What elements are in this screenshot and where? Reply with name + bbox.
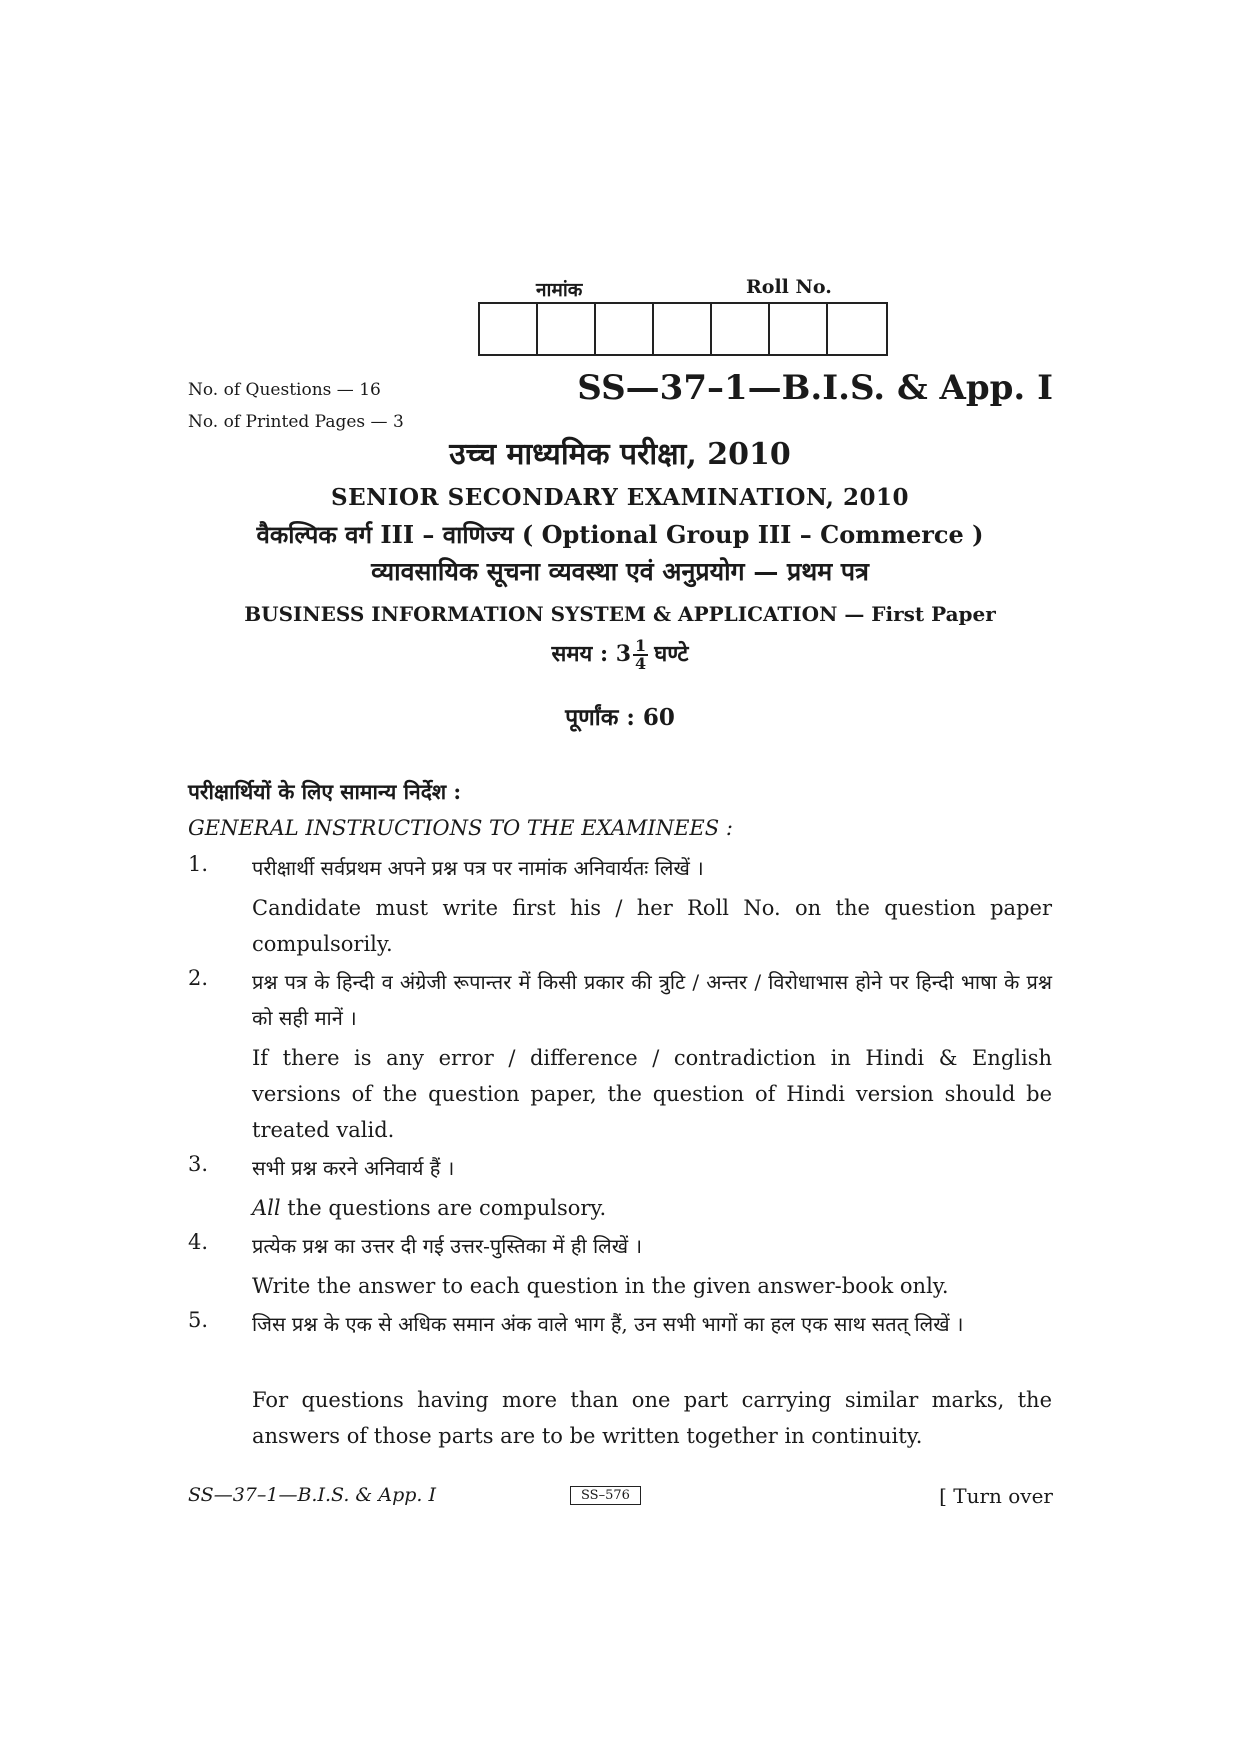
roll-digit-box bbox=[480, 304, 538, 354]
instructions-heading-hindi: परीक्षार्थियों के लिए सामान्य निर्देश : bbox=[188, 779, 462, 804]
footer-series-code: SS–576 bbox=[570, 1486, 641, 1505]
roll-number-boxes bbox=[478, 302, 888, 356]
fraction-numerator: 1 bbox=[635, 636, 647, 655]
subject-title-english: BUSINESS INFORMATION SYSTEM & APPLICATION — First Paper bbox=[244, 602, 996, 626]
footer-paper-code: SS—37–1—B.I.S. & App. I bbox=[188, 1484, 437, 1506]
instruction-text-hindi: प्रश्न पत्र के हिन्दी व अंग्रेजी रूपान्तर में किसी प्रकार की त्रुटि / अन्तर / विरोधाभास होने पर हिन्दी भाषा के प्रश्न को सही मानें । bbox=[252, 970, 1052, 1030]
roll-label-english: Roll No. bbox=[746, 276, 832, 298]
time-unit: घण्टे bbox=[654, 641, 689, 667]
time-fraction bbox=[633, 638, 648, 672]
instruction-text-english: Candidate must write first his / her Roll No. on the question paper compulsorily. bbox=[252, 896, 1052, 956]
instruction-number: 2. bbox=[188, 966, 209, 990]
instruction-number: 5. bbox=[188, 1308, 209, 1332]
roll-digit-box bbox=[596, 304, 654, 354]
instruction-number: 4. bbox=[188, 1230, 209, 1254]
instruction-text-hindi: प्रत्येक प्रश्न का उत्तर दी गई उत्तर-पुस्तिका में ही लिखें । bbox=[252, 1234, 643, 1258]
roll-digit-box bbox=[538, 304, 596, 354]
instruction-number: 3. bbox=[188, 1152, 209, 1176]
turn-over-note: [ Turn over bbox=[939, 1484, 1053, 1508]
fraction-denominator: 4 bbox=[635, 654, 647, 673]
optional-group-line: वैकल्पिक वर्ग III – वाणिज्य ( Optional Group III – Commerce ) bbox=[256, 520, 984, 549]
time-allowed bbox=[0, 638, 1240, 672]
roll-label-hindi: नामांक bbox=[536, 279, 583, 301]
page-count: No. of Printed Pages — 3 bbox=[188, 412, 404, 432]
question-count: No. of Questions — 16 bbox=[188, 380, 381, 400]
roll-number-labels bbox=[478, 276, 900, 302]
roll-digit-box bbox=[828, 304, 886, 354]
roll-digit-box bbox=[654, 304, 712, 354]
subject-title-hindi: व्यावसायिक सूचना व्यवस्था एवं अनुप्रयोग — प्रथम पत्र bbox=[371, 557, 869, 586]
paper-code: SS—37–1—B.I.S. & App. I bbox=[577, 368, 1053, 408]
instruction-text-hindi: सभी प्रश्न करने अनिवार्य हैं । bbox=[252, 1156, 455, 1180]
instructions-heading-english: GENERAL INSTRUCTIONS TO THE EXAMINEES : bbox=[188, 816, 733, 840]
instruction-text-hindi: परीक्षार्थी सर्वप्रथम अपने प्रश्न पत्र पर नामांक अनिवार्यतः लिखें । bbox=[252, 856, 704, 880]
emphasis-all: All bbox=[252, 1196, 281, 1220]
instruction-text-hindi: जिस प्रश्न के एक से अधिक समान अंक वाले भाग हैं, उन सभी भागों का हल एक साथ सतत् लिखें । bbox=[252, 1312, 964, 1336]
time-label: समय : 3 bbox=[551, 641, 632, 667]
exam-title-hindi: उच्च माध्यमिक परीक्षा, 2010 bbox=[449, 437, 791, 472]
roll-digit-box bbox=[770, 304, 828, 354]
maximum-marks: पूर्णांक : 60 bbox=[565, 704, 675, 731]
instruction-number: 1. bbox=[188, 852, 209, 876]
instruction-text-english: Write the answer to each question in the given answer-book only. bbox=[252, 1274, 949, 1298]
instruction-text-rest: the questions are compulsory. bbox=[280, 1196, 607, 1220]
instruction-text-english bbox=[252, 1190, 1052, 1226]
exam-title-english: SENIOR SECONDARY EXAMINATION, 2010 bbox=[331, 484, 909, 511]
roll-digit-box bbox=[712, 304, 770, 354]
instruction-text-english: If there is any error / difference / contradiction in Hindi & English versions of the question paper, the question of Hindi version should be treated valid. bbox=[252, 1046, 1052, 1142]
instruction-text-english: For questions having more than one part carrying similar marks, the answers of those parts are to be written together in continuity. bbox=[252, 1388, 1052, 1448]
